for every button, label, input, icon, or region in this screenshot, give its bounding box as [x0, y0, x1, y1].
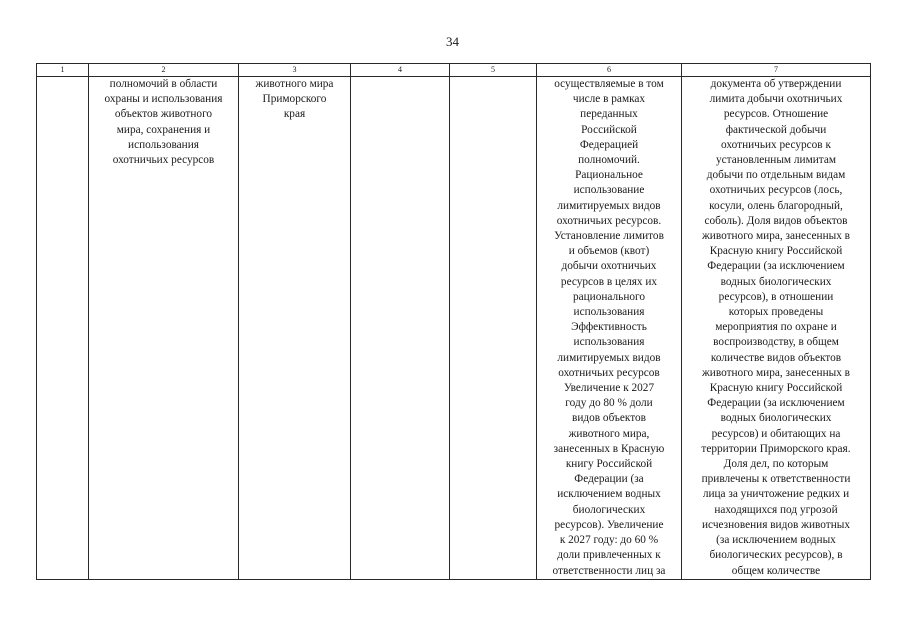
text-line: лица за уничтожение редких и	[702, 488, 850, 501]
text-line: мероприятия по охране и	[715, 321, 837, 334]
text-line: лимитируемых видов	[557, 199, 661, 212]
column-number-cell: 4	[351, 64, 450, 77]
text-line: книгу Российской	[565, 458, 653, 471]
text-line: ответственности лиц за	[552, 564, 666, 577]
text-line: Приморского	[262, 93, 327, 106]
text-line: фактической добычи	[725, 123, 827, 136]
text-line: добычи охотничьих	[561, 260, 657, 273]
text-line: доли привлеченных к	[557, 549, 661, 562]
column-number-cell: 2	[89, 64, 239, 77]
text-line: ресурсов в целях их	[560, 275, 658, 288]
col3-cell	[239, 77, 351, 580]
col2-text	[91, 77, 236, 168]
column-number-cell: 3	[239, 64, 351, 77]
text-line: добычи по отдельным видам	[706, 169, 846, 182]
text-line: исчезновения видов животных	[702, 518, 850, 531]
column-number-cell: 7	[682, 64, 871, 77]
text-line: и объемов (квот)	[568, 245, 650, 258]
text-line: мира, сохранения и	[116, 123, 211, 136]
text-line: территории Приморского края.	[701, 442, 851, 455]
text-line: исключением водных	[557, 488, 661, 501]
text-line: животного мира, занесенных в	[701, 230, 851, 243]
text-line: ресурсов), в отношении	[718, 290, 834, 303]
col6-cell	[537, 77, 682, 580]
text-line: количестве видов объектов	[710, 351, 842, 364]
column-number-row	[37, 64, 871, 77]
text-line: Красную книгу Российской	[709, 245, 843, 258]
col1-cell	[37, 77, 89, 580]
text-line: охотничьих ресурсов	[112, 154, 215, 167]
text-line: рационального	[572, 290, 646, 303]
text-line: биологических	[572, 503, 646, 516]
text-line: биологических ресурсов), в	[709, 549, 843, 562]
text-line: занесенных в Красную	[553, 442, 665, 455]
text-line: привлечены к ответственности	[701, 473, 851, 486]
text-line: Федерации (за	[574, 473, 644, 486]
text-line: Эффективность	[571, 321, 647, 334]
col4-cell	[351, 77, 450, 580]
document-table	[36, 63, 871, 580]
text-line: использования	[573, 306, 645, 319]
text-line: объектов животного	[114, 108, 213, 121]
text-line: ресурсов) и обитающих на	[711, 427, 841, 440]
text-line: ресурсов). Увеличение	[554, 518, 664, 531]
text-line: переданных	[580, 108, 638, 121]
col5-cell	[450, 77, 537, 580]
text-line: охотничьих ресурсов (лось,	[709, 184, 843, 197]
col6-text	[539, 77, 679, 579]
text-line: Российской	[581, 123, 637, 136]
text-line: животного мира,	[568, 427, 650, 440]
text-line: Федерацией	[579, 138, 639, 151]
text-line: края	[283, 108, 306, 121]
text-line: ресурсов. Отношение	[723, 108, 829, 121]
text-line: находящихся под угрозой	[714, 503, 838, 516]
page-number: 34	[446, 34, 459, 49]
text-line: Установление лимитов	[554, 230, 664, 243]
text-line: к 2027 году: до 60 %	[559, 534, 659, 547]
text-line: лимитируемых видов	[557, 351, 661, 364]
text-line: лимита добычи охотничьих	[709, 93, 843, 106]
col7-text	[684, 77, 868, 579]
col2-cell	[89, 77, 239, 580]
text-line: водных биологических	[720, 275, 832, 288]
text-line: числе в рамках	[572, 93, 646, 106]
text-line: охотничьих ресурсов.	[556, 214, 662, 227]
text-line: установленным лимитам	[715, 154, 837, 167]
col7-cell	[682, 77, 871, 580]
text-line: охотничьих ресурсов	[558, 366, 660, 379]
text-line: документа об утверждении	[710, 78, 842, 90]
text-line: Увеличение к 2027	[563, 382, 655, 395]
text-line: Федерации (за исключением	[707, 260, 845, 273]
text-line: животного мира, занесенных в	[701, 366, 851, 379]
text-line: соболь). Доля видов объектов	[704, 214, 848, 227]
text-line: животного мира	[255, 78, 334, 90]
text-line: осуществляемые в том	[554, 78, 664, 90]
text-line: общем количестве	[731, 564, 821, 577]
text-line: видов объектов	[571, 412, 646, 425]
text-line: полномочий в области	[109, 78, 218, 90]
text-line: Федерации (за исключением	[707, 397, 845, 410]
text-line: охотничьих ресурсов к	[721, 138, 831, 151]
text-line: охраны и использования	[104, 93, 223, 106]
column-number-cell: 5	[450, 64, 537, 77]
text-line: использования	[573, 336, 645, 349]
text-line: Доля дел, по которым	[723, 458, 829, 471]
col3-text	[241, 77, 348, 123]
text-line: Рациональное	[575, 169, 643, 182]
text-line: воспроизводству, в общем	[713, 336, 839, 349]
text-line: водных биологических	[720, 412, 832, 425]
column-number-cell: 6	[537, 64, 682, 77]
text-line: году до 80 % доли	[565, 397, 653, 410]
table-row	[37, 77, 871, 580]
text-line: использование	[573, 184, 645, 197]
column-number-cell: 1	[37, 64, 89, 77]
text-line: Красную книгу Российской	[709, 382, 843, 395]
text-line: (за исключением водных	[716, 534, 836, 547]
text-line: косули, олень благородный,	[709, 199, 843, 212]
text-line: которых проведены	[728, 306, 824, 319]
text-line: полномочий.	[578, 154, 640, 167]
text-line: использования	[128, 138, 199, 151]
